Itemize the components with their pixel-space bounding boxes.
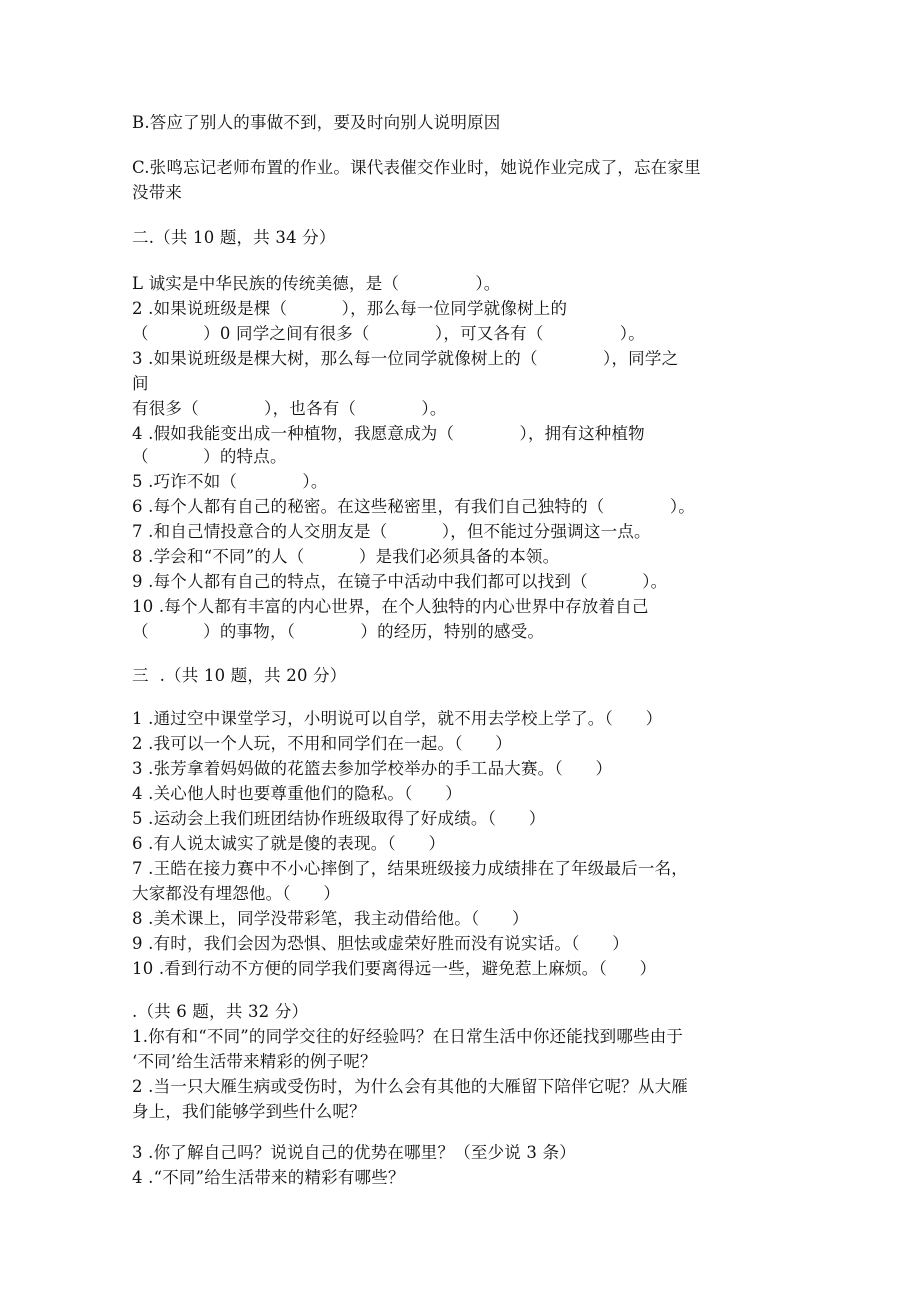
true-false-line: 10 .看到行动不方便的同学我们要离得远一些，避免惹上麻烦。（ ） <box>132 959 657 978</box>
true-false-line: 5 .运动会上我们班团结协作班级取得了好成绩。（ ） <box>132 809 546 828</box>
fill-blank-line: （ ）的特点。 <box>132 447 287 466</box>
true-false-line: 9 .有时，我们会因为恐惧、胆怯或虚荣好胜而没有说实话。（ ） <box>132 934 629 953</box>
short-answer-line: 1.你有和“不同”的同学交往的好经验吗？在日常生活中你还能找到哪些由于 <box>132 1027 684 1046</box>
true-false-line: 2 .我可以一个人玩，不用和同学们在一起。（ ） <box>132 734 513 753</box>
fill-blank-line: 3 .如果说班级是棵大树，那么每一位同学就像树上的（ ），同学之 <box>132 349 679 368</box>
fill-blank-line: 6 .每个人都有自己的秘密。在这些秘密里，有我们自己独特的（ ）。 <box>132 497 695 516</box>
true-false-line: 3 .张芳拿着妈妈做的花篮去参加学校举办的手工品大赛。（ ） <box>132 759 613 778</box>
section-4-heading: .（共 6 题，共 32 分） <box>132 1002 309 1021</box>
fill-blank-line: 10 .每个人都有丰富的内心世界，在个人独特的内心世界中存放着自己 <box>132 597 649 616</box>
true-false-line: 7 .王皓在接力赛中不小心摔倒了，结果班级接力成绩排在了年级最后一名， <box>132 859 688 878</box>
short-answer-line: 身上，我们能够学到些什么呢？ <box>132 1102 366 1121</box>
option-b: B.答应了别人的事做不到，要及时向别人说明原因 <box>132 113 501 132</box>
short-answer-line: ‘不同’给生活带来精彩的例子呢？ <box>132 1052 377 1071</box>
true-false-line: 大家都没有埋怨他。（ ） <box>132 884 341 903</box>
fill-blank-line: 2 .如果说班级是棵（ ），那么每一位同学就像树上的 <box>132 299 568 318</box>
fill-blank-line: 有很多（ ），也各有（ ）。 <box>132 399 447 418</box>
fill-blank-line: （ ）的事物，（ ）的经历，特别的感受。 <box>132 622 545 641</box>
short-answer-line: 2 .当一只大雁生病或受伤时，为什么会有其他的大雁留下陪伴它呢？从大雁 <box>132 1077 688 1096</box>
section-3-heading: 三 .（共 10 题，共 20 分） <box>132 666 347 685</box>
fill-blank-line: L 诚实是中华民族的传统美德，是（ ）。 <box>132 274 501 293</box>
true-false-line: 8 .美术课上，同学没带彩笔，我主动借给他。（ ） <box>132 909 529 928</box>
short-answer-line: 3 .你了解自己吗？说说自己的优势在哪里？（至少说 3 条） <box>132 1143 576 1162</box>
true-false-line: 1 .通过空中课堂学习，小明说可以自学，就不用去学校上学了。（ ） <box>132 709 663 728</box>
true-false-line: 4 .关心他人时也要尊重他们的隐私。（ ） <box>132 784 462 803</box>
fill-blank-line: 5 .巧诈不如（ ）。 <box>132 472 328 491</box>
fill-blank-line: 7 .和自己情投意合的人交朋友是（ ），但不能过分强调这一点。 <box>132 522 651 541</box>
fill-blank-line: 8 .学会和“不同”的人（ ）是我们必须具备的本领。 <box>132 547 560 566</box>
option-c-line-1: C.张鸣忘记老师布置的作业。课代表催交作业时，她说作业完成了，忘在家里 <box>132 158 701 177</box>
short-answer-line: 4 .“不同”给生活带来的精彩有哪些？ <box>132 1168 405 1187</box>
true-false-line: 6 .有人说太诚实了就是傻的表现。（ ） <box>132 834 446 853</box>
fill-blank-line: （ ）0 同学之间有很多（ ），可又各有（ ）。 <box>132 324 645 343</box>
option-c-line-2: 没带来 <box>132 183 183 202</box>
fill-blank-line: 9 .每个人都有自己的特点，在镜子中活动中我们都可以找到（ ）。 <box>132 572 668 591</box>
section-2-heading: 二.（共 10 题，共 34 分） <box>132 228 336 247</box>
fill-blank-line: 间 <box>132 374 149 393</box>
fill-blank-line: 4 .假如我能变出成一种植物，我愿意成为（ ），拥有这种植物 <box>132 424 645 443</box>
